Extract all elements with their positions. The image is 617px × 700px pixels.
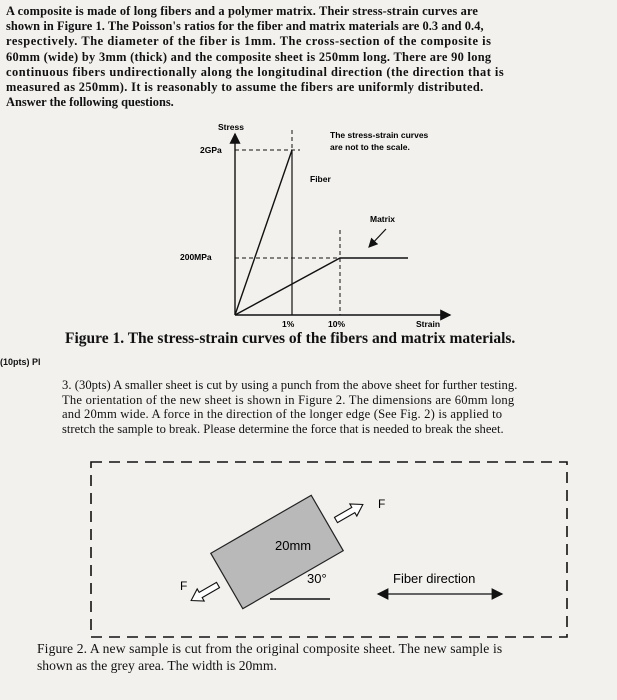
figure2-caption-line: shown as the grey area. The width is 20mm.	[37, 658, 277, 673]
intro-line: 60mm (wide) by 3mm (thick) and the composite sheet is 250mm long. There are 90 long	[6, 49, 492, 64]
x-axis-label: Strain	[416, 319, 441, 329]
force-arrow-left	[188, 579, 222, 607]
cutoff-margin-text: (10pts) Pl	[0, 357, 41, 367]
scale-note-line2: are not to the scale.	[330, 142, 410, 152]
question3-line: stretch the sample to break. Please determine the force that is needed to break the sheet.	[62, 421, 504, 436]
question3-line: and 20mm wide. A force in the direction of the longer edge (See Fig. 2) is applied to	[62, 407, 503, 422]
matrix-pointer-arrow	[369, 229, 386, 247]
matrix-curve	[235, 258, 408, 315]
intro-line: measured as 250mm). It is reasonably to assume the fibers are uniformly distributed.	[6, 80, 484, 95]
question3-text	[62, 378, 594, 436]
stress-strain-chart	[150, 120, 470, 330]
intro-line: shown in Figure 1. The Poisson's ratios for the fiber and matrix materials are 0.3 and 0.4,	[6, 19, 484, 34]
question3-line: The orientation of the new sheet is shown in Figure 2. The dimensions are 60mm long	[62, 392, 515, 407]
y-tick-200mpa: 200MPa	[180, 252, 212, 262]
force-arrow-right	[333, 498, 367, 526]
width-label: 20mm	[275, 538, 312, 553]
intro-line: A composite is made of long fibers and a polymer matrix. Their stress-strain curves are	[6, 4, 479, 18]
matrix-label: Matrix	[370, 214, 396, 224]
figure1-caption: Figure 1. The stress-strain curves of the fibers and matrix materials.	[65, 330, 516, 347]
figure2-caption-line: Figure 2. A new sample is cut from the original composite sheet. The new sample is	[37, 641, 503, 656]
intro-line: respectively. The diameter of the fiber is 1mm. The cross-section of the composite is	[6, 34, 492, 49]
force-label-right: F	[378, 497, 386, 511]
y-axis-label: Stress	[218, 122, 244, 132]
question3-line: 3. (30pts) A smaller sheet is cut by using a punch from the above sheet for further testing.	[62, 378, 518, 392]
fiber-direction-label: Fiber direction	[393, 571, 476, 586]
scale-note-line1: The stress-strain curves	[330, 130, 429, 140]
intro-line: Answer the following questions.	[6, 95, 174, 110]
angle-label: 30°	[307, 571, 327, 586]
fiber-label: Fiber	[310, 174, 331, 184]
fiber-curve	[235, 150, 292, 315]
sample-orientation-figure	[60, 452, 580, 642]
y-tick-2gpa: 2GPa	[200, 145, 222, 155]
intro-paragraph	[6, 4, 612, 110]
intro-line: continuous fibers undirectionally along the longitudinal direction (the direction that is	[6, 64, 505, 79]
x-tick-10pct: 10%	[328, 319, 346, 329]
force-label-left: F	[180, 579, 188, 593]
x-tick-1pct: 1%	[282, 319, 295, 329]
figure2-caption	[37, 640, 612, 674]
